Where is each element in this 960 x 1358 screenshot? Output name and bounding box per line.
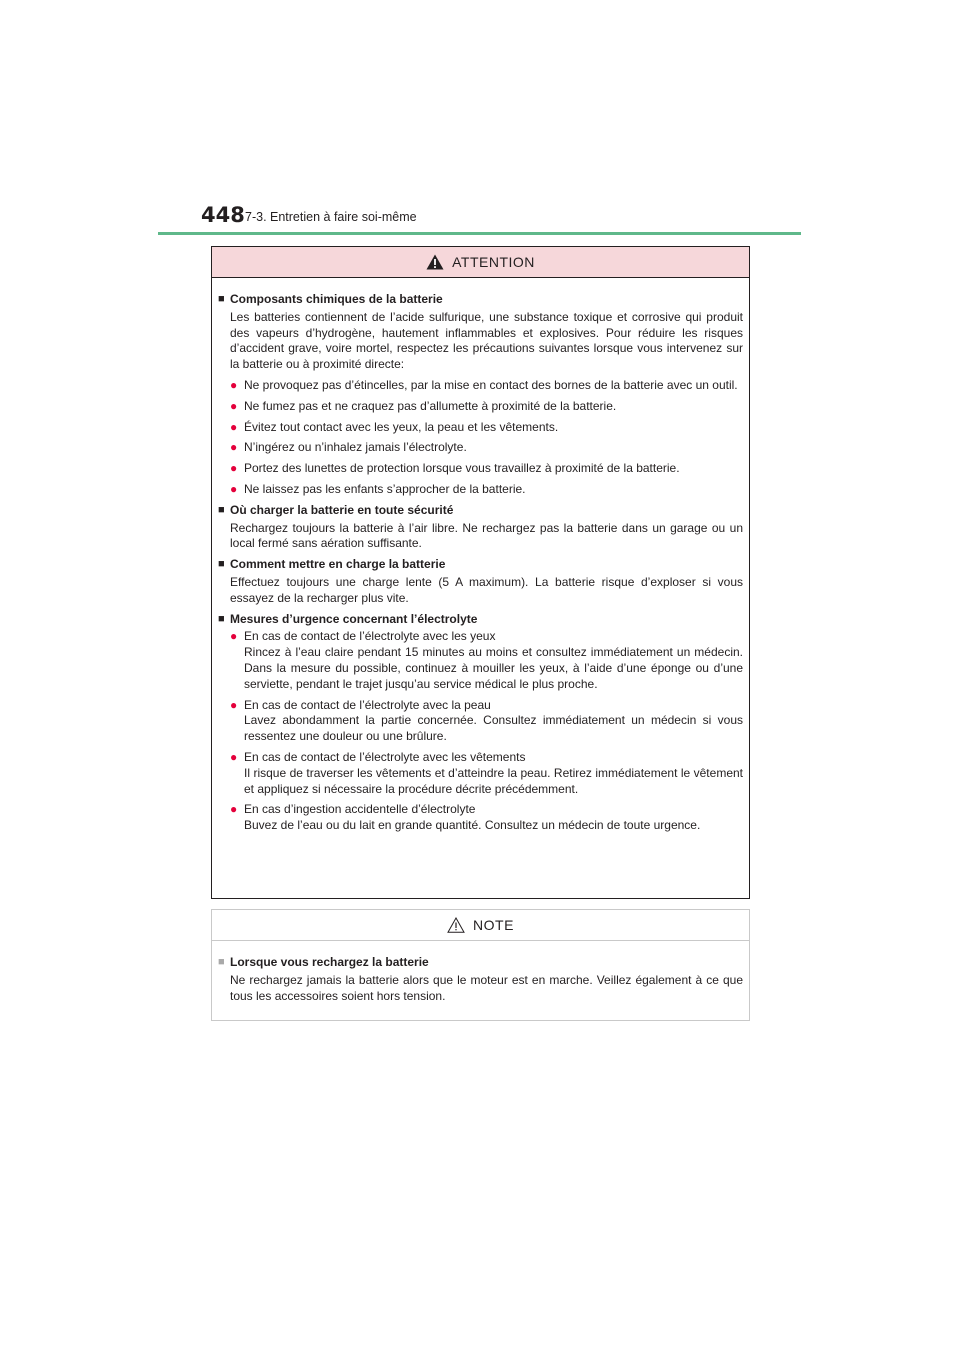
warning-content [212,278,749,834]
section-text: Effectuez toujours une charge lente (5 A maximum). La batterie risque d’exploser si vous essayez de la recharger plus vite. [230,574,743,605]
list-item: ● En cas d’ingestion accidentelle d’électrolyte Buvez de l’eau ou du lait en grande quantité. Consultez un médecin de toute urgence. [230,802,701,833]
list-item: ● Ne fumez pas et ne craquez pas d’allumette à proximité de la batterie. [230,398,617,413]
list-item: ● Évitez tout contact avec les yeux, la peau et les vêtements. [230,419,559,434]
bullet-icon: ● [230,398,238,413]
warning-title: ATTENTION [452,254,535,270]
page-header [201,202,801,234]
section-heading: ■ Composants chimiques de la batterie [218,292,443,306]
warning-triangle-icon [426,254,444,270]
note-content [212,941,749,1004]
warning-header [212,247,749,278]
bullet-icon: ● [230,697,238,712]
bullet-icon: ● [230,440,238,455]
list-item: ● Ne laissez pas les enfants s’approcher de la batterie. [230,481,526,496]
list-item: ● Portez des lunettes de protection lorsque vous travaillez à proximité de la batterie. [230,461,680,476]
bullet-icon: ● [230,461,238,476]
section-text: Les batteries contiennent de l’acide sulfurique, une substance toxique et corrosive qui produit des vapeurs d’hydrogène, hautement inflammables et explosives. Pour réduire les risques d’accident grave, voire mortel, respectez les précautions suivantes lorsque vous intervenez sur la batterie ou à proximité directe: [230,309,743,372]
caution-triangle-outline-icon [447,917,465,933]
square-bullet-icon: ■ [218,956,225,968]
section-heading: ■ Comment mettre en charge la batterie [218,557,446,572]
header-rule [158,232,801,235]
square-bullet-icon: ■ [218,503,225,516]
square-bullet-icon: ■ [218,293,225,305]
note-header [212,910,749,941]
bullet-icon: ● [230,377,238,392]
note-box [211,909,750,1021]
note-title: NOTE [473,917,514,933]
list-item: ● N’ingérez ou n’inhalez jamais l’électrolyte. [230,440,467,455]
list-item: ● En cas de contact de l’électrolyte avec les vêtements Il risque de traverser les vêtements et d’atteindre la peau. Retirez immédiatement le vêtement et appliquez si nécessaire la procédure décrite précédemment. [230,749,743,796]
bullet-icon: ● [230,802,238,817]
square-bullet-icon: ■ [218,612,225,625]
section-title: 7-3. Entretien à faire soi-même [245,210,417,224]
list-item: ● En cas de contact de l’électrolyte avec la peau Lavez abondamment la partie concernée. Consultez immédiatement un médecin si vous ressentez une douleur ou une brûlure. [230,697,743,744]
section-heading: ■ Où charger la batterie en toute sécurité [218,502,454,517]
list-item: ● En cas de contact de l’électrolyte avec les yeux Rincez à l’eau claire pendant 15 minutes au moins et consultez immédiatement un médecin. Dans la mesure du possible, continuez à mouiller les yeux, à l’aide d’une éponge ou d’une serviette, pendant le trajet jusqu’au service médical le plus proche. [230,629,743,691]
section-heading: ■ Lorsque vous rechargez la batterie [218,955,429,969]
bullet-icon: ● [230,629,238,644]
square-bullet-icon: ■ [218,558,225,571]
section-text: Ne rechargez jamais la batterie alors que le moteur est en marche. Veillez également à ce que tous les accessoires soient hors tension. [230,972,743,1003]
section-text: Rechargez toujours la batterie à l’air libre. Ne rechargez pas la batterie dans un garage ou un local fermé sans aération suffisante. [230,520,743,551]
page-number: 448 [201,203,245,227]
list-item: ● Ne provoquez pas d’étincelles, par la mise en contact des bornes de la batterie avec un outil. [230,377,738,392]
warning-box [211,246,750,899]
section-heading: ■ Mesures d’urgence concernant l’électrolyte [218,611,478,626]
bullet-icon: ● [230,749,238,764]
bullet-icon: ● [230,419,238,434]
bullet-icon: ● [230,481,238,496]
